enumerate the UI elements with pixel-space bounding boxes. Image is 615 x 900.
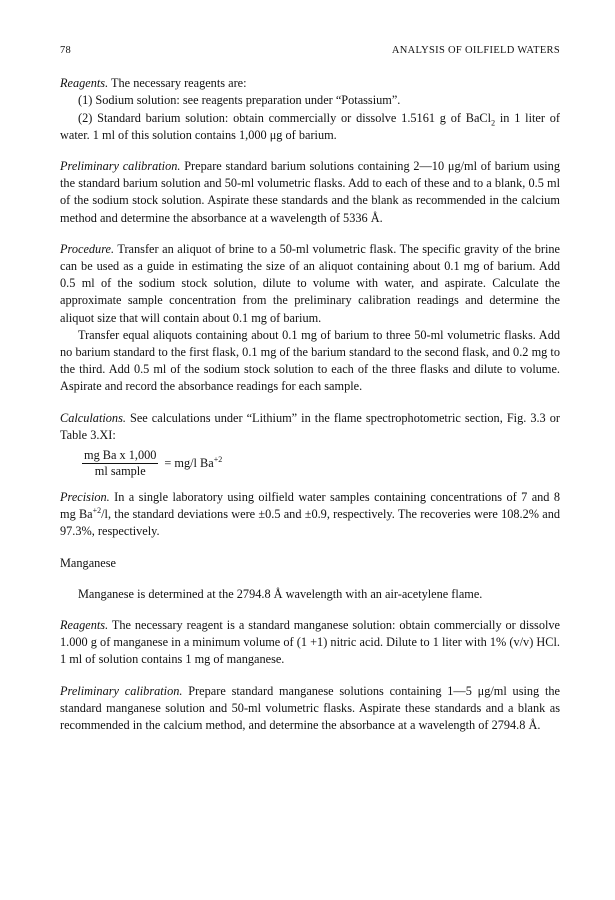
barium-reagent-2-text-a: (2) Standard barium solution: obtain commercially or dissolve 1.5161 g of BaCl [78, 110, 492, 125]
barium-reagent-1: (1) Sodium solution: see reagents preparation under “Potassium”. [78, 93, 401, 108]
barium-prelim-text: Prepare standard barium solutions containing 2—10 μg/ml of barium using the standard barium solution and 50-ml volumetric flasks. Add to each of these and to a blank, 0.5 ml of the sodium stock solution. Aspirate these standards and the blank as recommended in the calcium method and determine the absorbance at a wavelength of 5336 Å. [60, 159, 560, 225]
barium-precision-text-b: /l, the standard deviations were ±0.5 and ±0.9, respectively. The recoveries were 108.2% and 97.3%, respectively. [60, 507, 561, 539]
barium-calc-text: See calculations under “Lithium” in the flame spectrophotometric section, Fig. 3.3 or Table 3.XI: [60, 410, 560, 442]
formula-denominator: ml sample [94, 464, 146, 479]
barium-calc-heading: Calculations. [60, 410, 126, 425]
barium-reagents-heading: Reagents. [60, 76, 109, 91]
barium-procedure-paragraph-2: Transfer equal aliquots containing about 0.1 mg of barium to three 50-ml volumetric flasks. Add no barium standard to the first flask, 0.1 mg of the barium standard to the second flask, and 0.2 mg to the third. Add 0.5 ml of the sodium stock solution to each of the three flasks and dilute to volume. Aspirate and record the absorbance readings for each sample. [60, 327, 560, 394]
manganese-intro: Manganese is determined at the 2794.8 Å wavelength with an air-acetylene flame. [78, 586, 483, 601]
formula-numerator: mg Ba x 1,000 [84, 448, 157, 463]
barium-precision-text-a: In a single laboratory using oilfield water samples containing concentrations of 7 and 8 mg Ba [60, 490, 560, 522]
manganese-prelim-paragraph [60, 683, 560, 735]
barium-reagent-2 [60, 110, 560, 144]
formula-fraction [82, 448, 158, 479]
manganese-reagents-text: The necessary reagent is a standard manganese solution: obtain commercially or dissolve 1.000 g of manganese in a minimum volume of (1 +1) nitric acid. Dilute to 1 liter with 1% (v/v) HCl. 1 ml of solution contains 1 mg of manganese. [60, 618, 560, 667]
barium-calc-paragraph [60, 410, 560, 444]
manganese-reagents-heading: Reagents. [60, 618, 109, 633]
page-header [60, 42, 560, 59]
barium-procedure-text: Transfer an aliquot of brine to a 50-ml volumetric flask. The specific gravity of the brine can be used as a guide in estimating the size of an aliquot containing about 0.1 mg of barium. Add 0.5 ml of the sodium stock solution, dilute to volume with water, and aspirate. Calculate the approximate sample concentration from the preliminary calibration readings and determine the aliquot size that will contain about 0.1 mg of barium. [60, 241, 560, 325]
precision-superscript: +2 [92, 506, 102, 516]
formula-result-text: = mg/l Ba [164, 455, 214, 470]
page-number: 78 [60, 45, 72, 56]
book-page [60, 40, 560, 734]
manganese-prelim-text: Prepare standard manganese solutions containing 1—5 μg/ml using the standard manganese solution and 50-ml volumetric flasks. Aspirate these standards and a blank as recommended in the calcium method, and determine the absorbance at a wavelength of 2794.8 Å. [60, 683, 560, 733]
barium-prelim-paragraph [60, 158, 560, 227]
formula-result-superscript: +2 [213, 454, 223, 464]
barium-procedure-paragraph [60, 241, 560, 327]
barium-prelim-heading: Preliminary calibration. [60, 159, 181, 174]
barium-formula [82, 448, 560, 479]
barium-precision-heading: Precision. [60, 490, 110, 505]
running-title: ANALYSIS OF OILFIELD WATERS [391, 45, 560, 56]
barium-reagents-paragraph [60, 75, 560, 92]
manganese-reagents-paragraph [60, 617, 560, 669]
barium-reagents-intro: The necessary reagents are: [108, 76, 247, 91]
barium-precision-paragraph [60, 489, 560, 541]
manganese-section-title: Manganese [60, 555, 116, 570]
manganese-prelim-heading: Preliminary calibration. [60, 683, 183, 698]
formula-result [164, 455, 222, 472]
barium-procedure-heading: Procedure. [60, 241, 115, 256]
barium-reagent-2-text-b: in 1 liter of water. 1 ml of this solution contains 1,000 μg of barium. [60, 110, 561, 142]
bacl2-subscript: 2 [491, 118, 496, 128]
